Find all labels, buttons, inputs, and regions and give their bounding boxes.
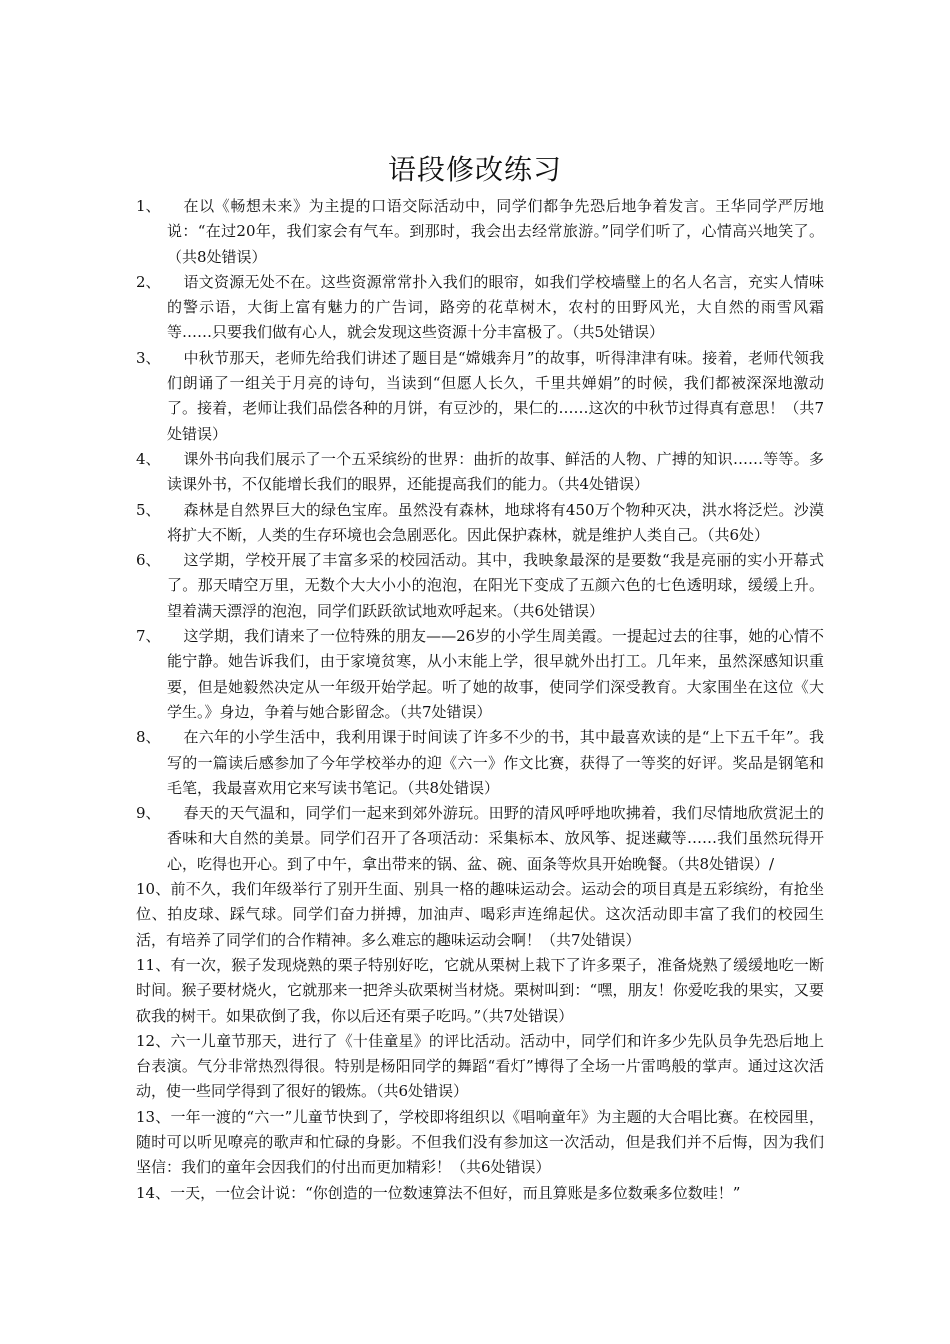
- exercise-text: 有一次，猴子发现烧熟的栗子特别好吃，它就从栗树上栽下了许多栗子，准备烧熟了缓缓地吃一断时间。猴子要材烧火，它就那来一把斧头砍栗树当材烧。栗树叫到：“嘿，朋友！你爱吃我的果实，又要砍我的树干。如果砍倒了我，你以后还有栗子吃吗。”（共7处错误）: [136, 955, 824, 1025]
- exercise-number: 11、: [136, 955, 171, 974]
- exercise-number: 2、: [136, 272, 161, 291]
- exercise-number: 6、: [136, 551, 161, 570]
- exercise-item: [136, 548, 824, 624]
- exercise-number: 1、: [136, 197, 161, 215]
- exercise-list: [136, 194, 824, 1206]
- exercise-text: 课外书向我们展示了一个五采缤纷的世界：曲折的故事、鲜活的人物、广搏的知识……等等。多读课外书，不仅能增长我们的眼界，还能提高我们的能力。（共4处错误）: [167, 449, 824, 494]
- exercise-text: 在以《畅想未来》为主提的口语交际活动中，同学们都争先恐后地争着发言。王华同学严厉地说：“在过20年，我们家会有气车。到那时，我会出去经常旅游。”同学们听了，心情高兴地笑了。（共8处错误）: [167, 197, 824, 266]
- exercise-number: 7、: [136, 627, 161, 646]
- exercise-item: [136, 953, 824, 1029]
- exercise-number: 4、: [136, 449, 161, 468]
- exercise-number: 5、: [136, 500, 161, 519]
- exercise-number: 9、: [136, 804, 161, 823]
- exercise-text: 一年一渡的“六一”儿童节快到了，学校即将组织以《唱响童年》为主题的大合唱比赛。在校园里，随时可以听见嘹亮的歌声和忙碌的身影。不但我们没有参加这一次活动，但是我们并不后悔，因为我们坚信：我们的童年会因我们的付出而更加精彩！（共6处错误）: [136, 1107, 824, 1177]
- exercise-item: [136, 801, 824, 877]
- exercise-number: 13、: [136, 1107, 171, 1126]
- exercise-item: [136, 725, 824, 801]
- exercise-text: 森林是自然界巨大的绿色宝库。虽然没有森林，地球将有450万个物种灭决，洪水将泛烂。沙漠将扩大不断，人类的生存环境也会急剧恶化。因此保护森林，就是维护人类自己。（共6处）: [167, 500, 824, 544]
- exercise-item: [136, 877, 824, 953]
- exercise-item: [136, 270, 824, 346]
- exercise-text: 这学期，我们请来了一位特殊的朋友——26岁的小学生周美霞。一提起过去的往事，她的心情不能宁静。她告诉我们，由于家境贫寒，从小末能上学，很早就外出打工。几年来，虽然深感知识重要，但是她毅然决定从一年级开始学起。听了她的故事，使同学们深受教育。大家围坐在这位《大学生。》身边，争着与她合影留念。（共7处错误）: [167, 627, 824, 721]
- exercise-number: 8、: [136, 728, 161, 747]
- exercise-item: [136, 346, 824, 447]
- exercise-text: 这学期，学校开展了丰富多采的校园活动。其中，我映象最深的是要数“我是亮丽的实小开幕式了。那天晴空万里，无数个大大小小的泡泡，在阳光下变成了五颜六色的七色透明球，缓缓上升。望着满天漂浮的泡泡，同学们跃跃欲试地欢呼起来。（共6处错误）: [167, 551, 824, 620]
- exercise-item: [136, 1181, 824, 1206]
- exercise-item: [136, 498, 824, 549]
- exercise-text: 六一儿童节那天，进行了《十佳童星》的评比活动。活动中，同学们和许多少先队员争先恐后地上台表演。气分非常热烈得很。特别是杨阳同学的舞蹈“看灯”博得了全场一片雷鸣般的掌声。通过这次活动，使一些同学得到了很好的锻炼。（共6处错误）: [136, 1031, 824, 1101]
- exercise-item: [136, 194, 824, 270]
- exercise-item: [136, 1029, 824, 1105]
- exercise-number: 14、: [136, 1183, 171, 1202]
- exercise-text: 中秋节那天，老师先给我们讲述了题目是“嫦娥奔月”的故事，听得津津有味。接着，老师代领我们朗诵了一组关于月亮的诗句，当读到“但愿人长久，千里共婵娟”的时候，我们都被深深地激动了。接着，老师让我们品偿各种的月饼，有豆沙的，果仁的……这次的中秋节过得真有意思！（共7处错误）: [167, 348, 824, 443]
- exercise-item: [136, 624, 824, 725]
- exercise-number: 3、: [136, 348, 161, 367]
- exercise-number: 12、: [136, 1031, 171, 1050]
- exercise-number: 10、: [136, 880, 171, 899]
- exercise-text: 一天，一位会计说：“你创造的一位数速算法不但好，而且算账是多位数乘多位数哇！”: [170, 1183, 741, 1202]
- exercise-text: 在六年的小学生活中，我利用课于时间读了许多不少的书，其中最喜欢读的是“上下五千年”。我写的一篇读后感参加了今年学校举办的迎《六一》作文比赛，获得了一等奖的好评。奖品是钢笔和毛笔，我最喜欢用它来写读书笔记。（共8处错误）: [167, 728, 824, 797]
- page-title: 语段修改练习: [387, 153, 562, 186]
- exercise-text: 语文资源无处不在。这些资源常常扑入我们的眼帘，如我们学校墙璧上的名人名言，充实人情味的警示语，大街上富有魅力的广告词，路旁的花草树木，农村的田野风光，大自然的雨雪风霜等……只要我们做有心人，就会发现这些资源十分丰富极了。（共5处错误）: [167, 272, 824, 342]
- exercise-item: [136, 1105, 824, 1181]
- exercise-item: [136, 447, 824, 498]
- exercise-text: 前不久，我们年级举行了别开生面、别具一格的趣味运动会。运动会的项目真是五彩缤纷，有抢坐位、拍皮球、踩气球。同学们奋力拼搏，加油声、喝彩声连绵起伏。这次活动即丰富了我们的校园生活，有培养了同学们的合作精神。多么难忘的趣味运动会啊！（共7处错误）: [136, 880, 824, 949]
- exercise-text: 春天的天气温和，同学们一起来到郊外游玩。田野的清风呼呼地吹拂着，我们尽情地欣赏泥土的香味和大自然的美景。同学们召开了各项活动：采集标本、放风筝、捉迷藏等……我们虽然玩得开心，吃得也开心。到了中午，拿出带来的锅、盆、碗、面条等炊具开始晚餐。（共8处错误）/: [167, 804, 824, 873]
